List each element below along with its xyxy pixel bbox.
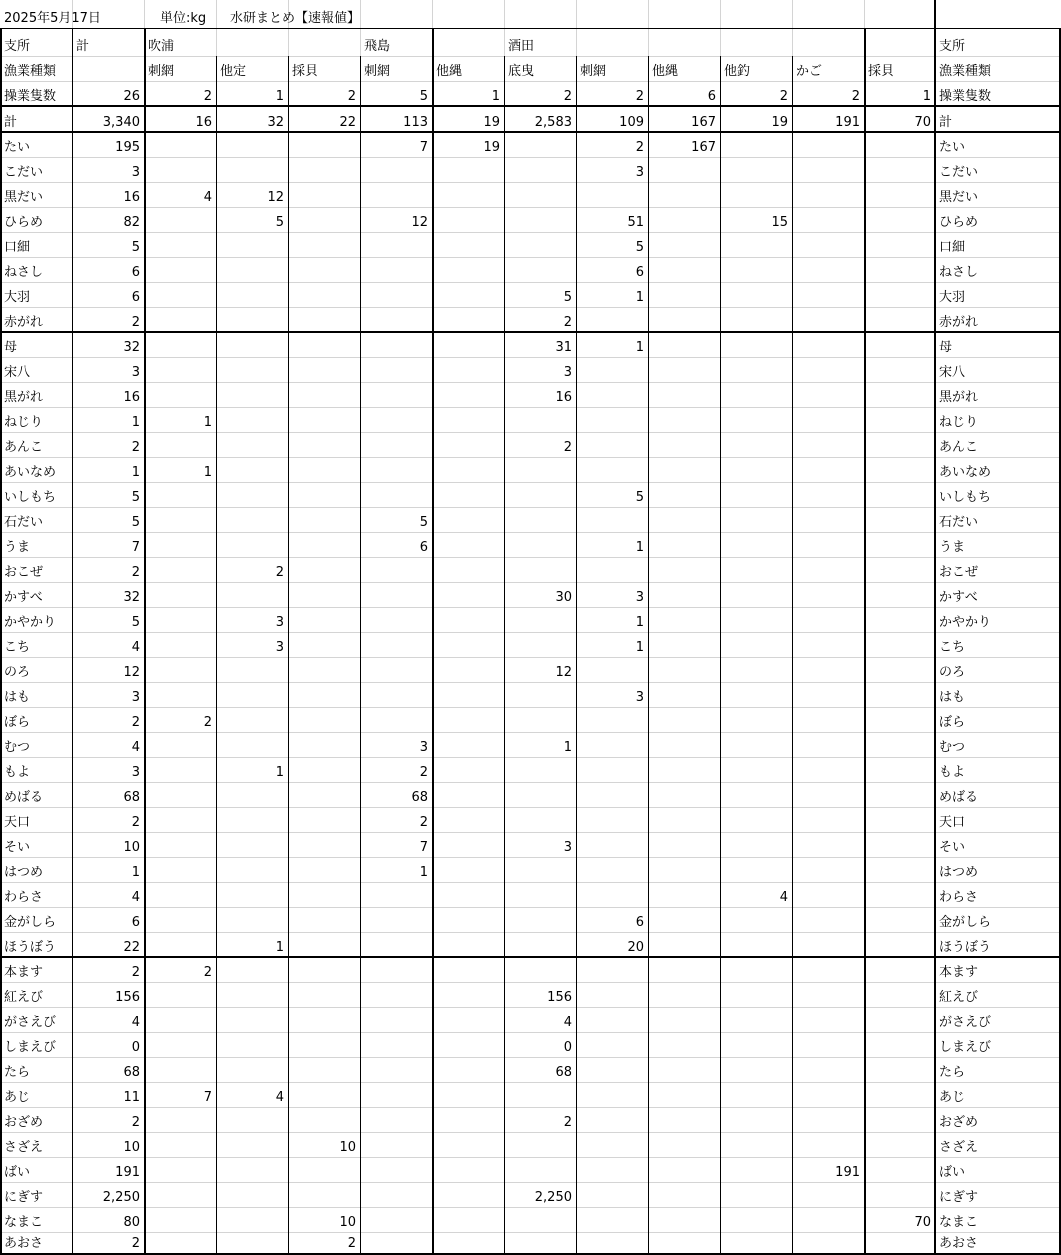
species-name: こだい <box>4 165 44 180</box>
species-name-right: こだい <box>939 165 979 180</box>
total-cell: 19 <box>771 115 788 130</box>
catch-cell: 4 <box>131 640 140 655</box>
gridline-h <box>0 532 1061 533</box>
species-name-right: 黒だい <box>939 190 979 205</box>
catch-cell: 70 <box>914 1215 931 1230</box>
gear-header: 他定 <box>220 64 247 79</box>
border-v <box>864 28 866 1255</box>
catch-cell: 5 <box>131 515 140 530</box>
species-name: うま <box>4 540 31 555</box>
gear-header: 刺網 <box>148 64 175 79</box>
catch-cell: 3 <box>563 365 572 380</box>
catch-cell: 2 <box>203 965 212 980</box>
species-name: のろ <box>4 665 31 680</box>
catch-cell: 4 <box>131 740 140 755</box>
species-name: ばい <box>4 1165 31 1180</box>
species-name-right: あじ <box>939 1090 966 1105</box>
catch-cell: 2 <box>347 1236 356 1251</box>
catch-cell: 2 <box>131 440 140 455</box>
boats-cell: 5 <box>419 89 428 104</box>
row-label-right-boats: 操業隻数 <box>939 89 992 104</box>
border-h <box>0 28 1061 29</box>
catch-cell: 7 <box>419 840 428 855</box>
species-name: 石だい <box>4 515 44 530</box>
gridline-h <box>0 1232 1061 1233</box>
species-name: あじ <box>4 1090 31 1105</box>
catch-cell: 6 <box>635 265 644 280</box>
catch-cell: 195 <box>115 140 140 155</box>
species-name: わらさ <box>4 890 44 905</box>
catch-cell: 10 <box>339 1215 356 1230</box>
species-name-right: 黒がれ <box>939 390 979 405</box>
species-name: 黒がれ <box>4 390 44 405</box>
species-name-right: 紅えび <box>939 990 979 1005</box>
total-cell: 109 <box>619 115 644 130</box>
catch-cell: 1 <box>635 290 644 305</box>
species-name: おざめ <box>4 1115 44 1130</box>
catch-cell: 68 <box>555 1065 572 1080</box>
border-v <box>288 56 289 1255</box>
catch-cell: 4 <box>203 190 212 205</box>
species-name: 黒だい <box>4 190 44 205</box>
catch-cell: 2 <box>131 965 140 980</box>
total-cell: 113 <box>403 115 428 130</box>
species-name-right: はつめ <box>939 865 979 880</box>
gridline-h <box>0 882 1061 883</box>
species-name-right: むつ <box>939 740 966 755</box>
boats-cell: 1 <box>491 89 500 104</box>
species-name: ぼら <box>4 715 31 730</box>
catch-cell: 15 <box>771 215 788 230</box>
species-name-right: あんこ <box>939 440 979 455</box>
species-name-right: のろ <box>939 665 966 680</box>
boats-cell: 2 <box>851 89 860 104</box>
total-cell: 22 <box>339 115 356 130</box>
total-cell: 32 <box>267 115 284 130</box>
gridline-h <box>0 157 1061 158</box>
species-name: もよ <box>4 765 31 780</box>
species-name-right: ほうぼう <box>939 940 992 955</box>
species-name-right: うま <box>939 540 966 555</box>
catch-cell: 2 <box>131 715 140 730</box>
border-v <box>0 28 2 1255</box>
row-label-boats: 操業隻数 <box>4 89 57 104</box>
border-v <box>216 56 217 1255</box>
catch-cell: 32 <box>123 340 140 355</box>
catch-cell: 2 <box>635 140 644 155</box>
gear-header: 他縄 <box>436 64 463 79</box>
species-name-right: 宋八 <box>939 365 966 380</box>
boats-cell: 2 <box>203 89 212 104</box>
border-h <box>0 105 1061 107</box>
border-v <box>934 0 936 1255</box>
species-name-right: ぼら <box>939 715 966 730</box>
species-name: 本ます <box>4 965 44 980</box>
catch-cell: 2,250 <box>102 1190 140 1205</box>
species-name: ほうぼう <box>4 940 57 955</box>
catch-cell: 2 <box>131 1115 140 1130</box>
boats-cell: 1 <box>275 89 284 104</box>
catch-cell: 10 <box>123 1140 140 1155</box>
catch-cell: 1 <box>131 465 140 480</box>
catch-cell: 2 <box>131 815 140 830</box>
catch-cell: 2 <box>131 1236 140 1251</box>
species-name-right: 石だい <box>939 515 979 530</box>
species-name-right: もよ <box>939 765 966 780</box>
species-name-right: めばる <box>939 790 979 805</box>
gear-header: 刺網 <box>580 64 607 79</box>
catch-cell: 2 <box>131 565 140 580</box>
catch-cell: 6 <box>131 915 140 930</box>
boats-cell: 26 <box>123 89 140 104</box>
border-h <box>0 331 1061 333</box>
species-name-right: ばい <box>939 1165 966 1180</box>
species-name-right: 母 <box>939 340 953 355</box>
species-name-right: しまえび <box>939 1040 992 1055</box>
border-h <box>0 956 1061 958</box>
gridline-h <box>0 782 1061 783</box>
catch-cell: 4 <box>779 890 788 905</box>
border-v <box>144 28 146 1255</box>
catch-cell: 1 <box>131 865 140 880</box>
branch-header: 酒田 <box>508 39 535 54</box>
species-name: めばる <box>4 790 44 805</box>
species-name-right: 赤がれ <box>939 315 979 330</box>
species-name-right: がさえび <box>939 1015 992 1030</box>
species-name-right: 本ます <box>939 965 979 980</box>
catch-cell: 1 <box>203 465 212 480</box>
catch-cell: 3 <box>419 740 428 755</box>
catch-cell: 2 <box>419 765 428 780</box>
species-name-right: 口細 <box>939 240 966 255</box>
species-name-right: おざめ <box>939 1115 979 1130</box>
catch-cell: 191 <box>835 1165 860 1180</box>
gridline-h <box>0 807 1061 808</box>
species-name: 赤がれ <box>4 315 44 330</box>
border-v <box>576 56 577 1255</box>
catch-cell: 4 <box>563 1015 572 1030</box>
species-name-right: はも <box>939 690 966 705</box>
gear-header: 他釣 <box>724 64 751 79</box>
catch-cell: 5 <box>131 490 140 505</box>
species-name-right: かやかり <box>939 615 992 630</box>
catch-cell: 68 <box>123 1065 140 1080</box>
catch-cell: 2 <box>275 565 284 580</box>
catch-cell: 0 <box>131 1040 140 1055</box>
gridline-h <box>0 632 1061 633</box>
catch-cell: 1 <box>563 740 572 755</box>
total-cell: 70 <box>914 115 931 130</box>
species-name-right: ねさし <box>939 265 979 280</box>
total-cell: 16 <box>195 115 212 130</box>
border-h <box>0 131 1061 133</box>
total-cell: 2,583 <box>534 115 572 130</box>
species-name: 宋八 <box>4 365 31 380</box>
species-name: 紅えび <box>4 990 44 1005</box>
total-cell: 191 <box>835 115 860 130</box>
catch-cell: 3 <box>635 165 644 180</box>
catch-cell: 1 <box>275 940 284 955</box>
catch-cell: 31 <box>555 340 572 355</box>
species-name: ねさし <box>4 265 44 280</box>
catch-cell: 5 <box>131 615 140 630</box>
catch-cell: 4 <box>131 1015 140 1030</box>
species-name-right: ねじり <box>939 415 979 430</box>
catch-cell: 12 <box>123 665 140 680</box>
total-cell: 167 <box>691 115 716 130</box>
report-date: 2025年5月17日 <box>4 11 101 26</box>
catch-cell: 3 <box>131 365 140 380</box>
gear-header: 他縄 <box>652 64 679 79</box>
catch-cell: 82 <box>123 215 140 230</box>
species-name: むつ <box>4 740 31 755</box>
summary-label: 水研まとめ【速報値】 <box>230 11 361 26</box>
catch-cell: 167 <box>691 140 716 155</box>
catch-cell: 4 <box>131 890 140 905</box>
gridline-h <box>0 907 1061 908</box>
species-name-right: わらさ <box>939 890 979 905</box>
catch-cell: 5 <box>635 490 644 505</box>
catch-cell: 4 <box>275 1090 284 1105</box>
species-name: たい <box>4 140 31 155</box>
catch-cell: 16 <box>555 390 572 405</box>
gear-header: かご <box>796 64 823 79</box>
gridline-h <box>0 207 1061 208</box>
gridline-h <box>0 1132 1061 1133</box>
catch-cell: 3 <box>275 640 284 655</box>
gridline-h <box>0 482 1061 483</box>
catch-cell: 1 <box>203 415 212 430</box>
border-v <box>792 56 793 1255</box>
species-name: かすべ <box>4 590 43 605</box>
species-name: 口細 <box>4 240 31 255</box>
gridline-h <box>0 1157 1061 1158</box>
species-name: 天口 <box>4 815 31 830</box>
species-name-right: にぎす <box>939 1190 979 1205</box>
catch-cell: 191 <box>115 1165 140 1180</box>
catch-cell: 10 <box>123 840 140 855</box>
catch-cell: 20 <box>627 940 644 955</box>
catch-cell: 5 <box>419 515 428 530</box>
catch-cell: 1 <box>635 340 644 355</box>
catch-cell: 5 <box>275 215 284 230</box>
gridline-h <box>0 682 1061 683</box>
catch-cell: 3 <box>131 765 140 780</box>
branch-header: 計 <box>76 39 90 54</box>
catch-cell: 68 <box>411 790 428 805</box>
catch-cell: 2 <box>563 1115 572 1130</box>
species-name: がさえび <box>4 1015 57 1030</box>
gridline-h <box>0 557 1061 558</box>
species-name: さざえ <box>4 1140 44 1155</box>
catch-cell: 1 <box>131 415 140 430</box>
catch-cell: 1 <box>419 865 428 880</box>
gear-header: 採貝 <box>868 64 895 79</box>
gridline-h <box>0 857 1061 858</box>
species-name: 母 <box>4 340 18 355</box>
species-name: なまこ <box>4 1215 44 1230</box>
catch-cell: 6 <box>635 915 644 930</box>
species-name: にぎす <box>4 1190 44 1205</box>
species-name-right: おこぜ <box>939 565 979 580</box>
catch-cell: 22 <box>123 940 140 955</box>
species-name: 大羽 <box>4 290 31 305</box>
gear-header: 刺網 <box>364 64 391 79</box>
catch-cell: 30 <box>555 590 572 605</box>
gridline-h <box>0 507 1061 508</box>
catch-cell: 6 <box>131 290 140 305</box>
species-name: 金がしら <box>4 915 57 930</box>
species-name: はも <box>4 690 31 705</box>
catch-cell: 16 <box>123 390 140 405</box>
species-name: あんこ <box>4 440 44 455</box>
catch-cell: 2 <box>131 315 140 330</box>
species-name-right: いしもち <box>939 490 992 505</box>
catch-cell: 3 <box>563 840 572 855</box>
catch-cell: 0 <box>563 1040 572 1055</box>
catch-cell: 2,250 <box>534 1190 572 1205</box>
boats-cell: 6 <box>707 89 716 104</box>
species-name: たら <box>4 1065 31 1080</box>
species-name: あおさ <box>4 1236 44 1251</box>
row-label-total: 計 <box>4 115 18 130</box>
border-v <box>432 28 434 1255</box>
branch-header: 吹浦 <box>148 39 175 54</box>
catch-cell: 2 <box>563 440 572 455</box>
species-name: しまえび <box>4 1040 57 1055</box>
species-name: あいなめ <box>4 465 57 480</box>
catch-cell: 80 <box>123 1215 140 1230</box>
catch-cell: 2 <box>563 315 572 330</box>
catch-cell: 32 <box>123 590 140 605</box>
catch-cell: 3 <box>635 690 644 705</box>
gridline-h <box>0 757 1061 758</box>
boats-cell: 1 <box>922 89 931 104</box>
species-name-right: 天口 <box>939 815 966 830</box>
catch-cell: 1 <box>275 765 284 780</box>
catch-cell: 19 <box>483 140 500 155</box>
species-name-right: そい <box>939 840 966 855</box>
species-name: ひらめ <box>4 215 44 230</box>
boats-cell: 2 <box>779 89 788 104</box>
catch-cell: 11 <box>123 1090 140 1105</box>
catch-cell: 2 <box>203 715 212 730</box>
species-name-right: たい <box>939 140 966 155</box>
species-name-right: ひらめ <box>939 215 979 230</box>
catch-cell: 156 <box>547 990 572 1005</box>
catch-cell: 7 <box>419 140 428 155</box>
species-name: はつめ <box>4 865 44 880</box>
catch-cell: 5 <box>563 290 572 305</box>
border-v <box>72 28 73 1255</box>
boats-cell: 2 <box>635 89 644 104</box>
catch-cell: 3 <box>635 590 644 605</box>
species-name-right: さざえ <box>939 1140 979 1155</box>
catch-cell: 1 <box>635 640 644 655</box>
catch-cell: 6 <box>419 540 428 555</box>
catch-cell: 68 <box>123 790 140 805</box>
total-cell: 3,340 <box>102 115 140 130</box>
catch-cell: 12 <box>267 190 284 205</box>
boats-cell: 2 <box>347 89 356 104</box>
species-name: おこぜ <box>4 565 44 580</box>
species-name-right: あおさ <box>939 1236 979 1251</box>
catch-cell: 3 <box>131 690 140 705</box>
row-label-right-total: 計 <box>939 115 953 130</box>
species-name-right: かすべ <box>939 590 978 605</box>
gridline-h <box>0 257 1061 258</box>
border-v <box>648 56 649 1255</box>
catch-cell: 3 <box>275 615 284 630</box>
total-cell: 19 <box>483 115 500 130</box>
catch-cell: 3 <box>131 165 140 180</box>
border-v <box>504 56 505 1255</box>
catch-cell: 5 <box>131 240 140 255</box>
species-name-right: あいなめ <box>939 465 992 480</box>
catch-cell: 5 <box>635 240 644 255</box>
unit-label: 単位:kg <box>160 11 207 26</box>
catch-cell: 16 <box>123 190 140 205</box>
catch-cell: 12 <box>555 665 572 680</box>
species-name-right: なまこ <box>939 1215 979 1230</box>
catch-cell: 7 <box>131 540 140 555</box>
gear-header: 採貝 <box>292 64 319 79</box>
catch-cell: 7 <box>203 1090 212 1105</box>
gear-header: 底曳 <box>508 64 535 79</box>
gridline-h <box>0 232 1061 233</box>
species-name: そい <box>4 840 31 855</box>
species-name-right: たら <box>939 1065 966 1080</box>
catch-cell: 10 <box>339 1140 356 1155</box>
row-label-branch: 支所 <box>4 39 31 54</box>
species-name-right: 金がしら <box>939 915 992 930</box>
catch-cell: 12 <box>411 215 428 230</box>
gridline-h <box>0 932 1061 933</box>
border-v <box>720 56 721 1255</box>
boats-cell: 2 <box>563 89 572 104</box>
catch-cell: 2 <box>419 815 428 830</box>
branch-header: 飛島 <box>364 39 391 54</box>
row-label-right-branch: 支所 <box>939 39 966 54</box>
gridline-h <box>0 607 1061 608</box>
row-label-gear: 漁業種類 <box>4 64 57 79</box>
species-name: いしもち <box>4 490 57 505</box>
catch-cell: 156 <box>115 990 140 1005</box>
species-name-right: こち <box>939 640 966 655</box>
border-v <box>360 56 361 1255</box>
species-name: ねじり <box>4 415 44 430</box>
species-name: こち <box>4 640 31 655</box>
catch-cell: 1 <box>635 540 644 555</box>
species-name: かやかり <box>4 615 57 630</box>
row-label-right-gear: 漁業種類 <box>939 64 992 79</box>
species-name-right: 大羽 <box>939 290 966 305</box>
catch-cell: 1 <box>635 615 644 630</box>
catch-cell: 6 <box>131 265 140 280</box>
catch-cell: 51 <box>627 215 644 230</box>
